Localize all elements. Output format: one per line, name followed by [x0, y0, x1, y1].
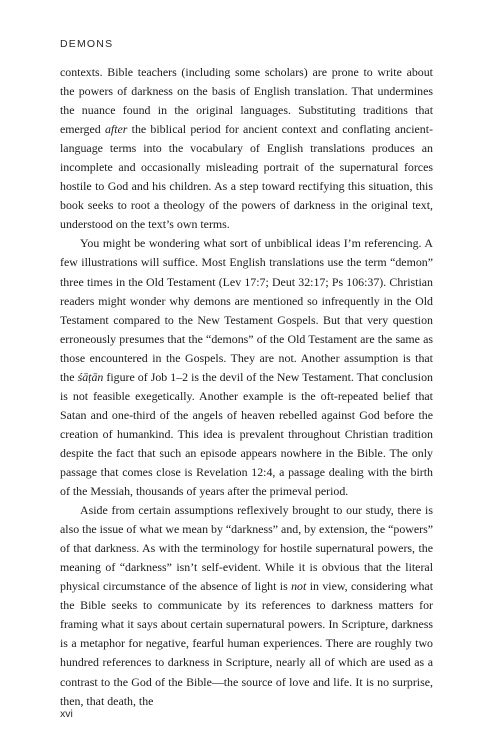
text-run: figure of Job 1–2 is the devil of the New Testament. That conclusion is not feasible exegetically. Another example is the oft-repeated belief that Satan and one-third of the angels of heaven rebelled against God before the creation of humankind. This idea is prevalent throughout Christian tradition despite the fact that such an episode appears nowhere in the Bible. The only passage that comes close is Revelation 12:4, a passage dealing with the birth of the Messiah, thousands of years after the primeval period.: [60, 369, 433, 499]
emphasis: śāṭān: [77, 369, 104, 384]
text-run: the biblical period for ancient context and conflating ancient-language terms into the vocabulary of English translations produces an incomplete and occasionally misleading portrait of the supernatural forces hostile to God and his children. As a step toward rectifying this situation, this book seeks to root a theology of the powers of darkness in the original text, understood on the text’s own terms.: [60, 122, 433, 232]
running-head: DEMONS: [60, 38, 114, 50]
paragraph: [60, 234, 433, 501]
page-number: xvi: [60, 708, 73, 720]
text-run: in view, considering what the Bible seeks to communicate by its references to darkness matters for framing what it says about certain supernatural powers. In Scripture, darkness is a metaphor for negative, fearful human experiences. There are roughly two hundred references to darkness in Scripture, nearly all of which are used as a contrast to the God of the Bible—the source of love and life. It is no surprise, then, that death, the: [60, 579, 433, 708]
body-text: [60, 63, 433, 711]
paragraph: [60, 501, 433, 711]
text-run: contexts. Bible teachers (including some scholars) are prone to write about the powers of darkness on the basis of English translation. That undermines the nuance found in the original languages. Substituting traditions that emerged: [60, 65, 433, 137]
paragraph: [60, 63, 433, 234]
emphasis: after: [104, 122, 128, 137]
text-run: Aside from certain assumptions reflexively brought to our study, there is also the issue of what we mean by “darkness” and, by extension, the “powers” of that darkness. As with the terminology for hostile supernatural powers, the meaning of “darkness” isn’t self-evident. While it is obvious that the literal physical circumstance of the absence of light is: [60, 503, 433, 594]
text-run: You might be wondering what sort of unbiblical ideas I’m referencing. A few illustrations will suffice. Most English translations use the term “demon” three times in the Old Testament (Lev 17:7; Deut 32:17; Ps 106:37). Christian readers might wonder why demons are mentioned so infrequently in the Old Testament compared to the New Testament Gospels. But that very question erroneously presumes that the “demons” of the Old Testament are the same as those encountered in the Gospels. They are not. Another assumption is that the: [60, 236, 433, 384]
emphasis: not: [291, 579, 307, 594]
